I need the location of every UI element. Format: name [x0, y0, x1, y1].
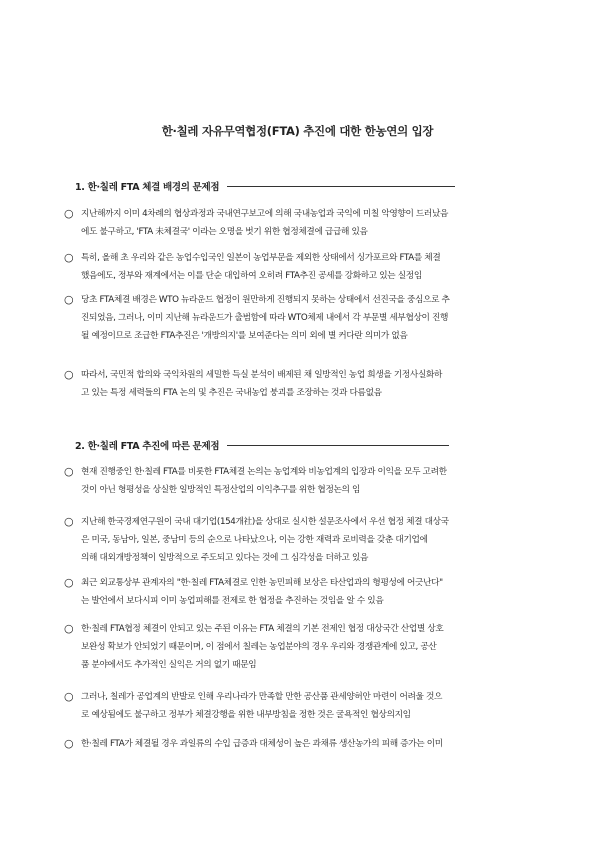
section-1-heading-rule	[227, 186, 455, 187]
paragraph	[81, 291, 536, 345]
bullet-circle-icon: ○	[64, 368, 74, 381]
paragraph-line: 따라서, 국민적 합의와 국익차원의 세밀한 득실 분석이 배제된 채 일방적인 농업 희생을 기정사실화하	[81, 370, 443, 380]
paragraph-line: 했음에도, 정부와 재계에서는 이를 단순 대입하여 오히려 FTA추진 공세를 강화하고 있는 실정임	[81, 271, 422, 281]
section-2-heading-text: 2. 한·칠레 FTA 추진에 따른 문제점	[75, 441, 220, 452]
paragraph-line: 보완성 확보가 안되었기 때문이며, 이 점에서 칠레는 농업분야의 경우 우리와 경쟁관계에 있고, 공산	[81, 642, 437, 652]
paragraph	[81, 513, 536, 567]
paragraph-line: 은 미국, 동남아, 일본, 중남미 등의 순으로 나타났으나, 이는 강한 재력과 로비력을 갖춘 대기업에	[81, 535, 428, 545]
paragraph-line: 당초 FTA체결 배경은 WTO 뉴라운드 협정이 원만하게 진행되지 못하는 상태에서 선진국을 중심으로 추	[81, 295, 450, 305]
paragraph-line: 특히, 올해 초 우리와 같은 농업수입국인 일본이 농업부문을 제외한 상태에서 싱가포르와 FTA를 체결	[81, 253, 441, 263]
paragraph	[81, 574, 536, 610]
paragraph-line: 지난해까지 이미 4차례의 협상과정과 국내연구보고에 의해 국내농업과 국익에 미칠 악영향이 드러났음	[81, 209, 449, 219]
paragraph-line: 품 분야에서도 추가적인 실익은 거의 없기 때문임	[81, 660, 257, 670]
section-2-heading-rule	[227, 445, 449, 446]
paragraph-line: 현재 진행중인 한·칠레 FTA를 비롯한 FTA체결 논의는 농업계와 비농업계의 입장과 이익을 모두 고려한	[81, 467, 447, 477]
bullet-circle-icon: ○	[64, 293, 74, 306]
paragraph-line: 그러나, 칠레가 공업계의 반발로 인해 우리나라가 만족할 만한 공산품 관세양허안 마련이 어려울 것으	[81, 692, 443, 702]
bullet-circle-icon: ○	[64, 622, 74, 635]
page-title: 한·칠레 자유무역협정(FTA) 추진에 대한 한농연의 입장	[161, 124, 434, 138]
bullet-circle-icon: ○	[64, 465, 74, 478]
bullet-circle-icon: ○	[64, 737, 74, 750]
bullet-circle-icon: ○	[64, 515, 74, 528]
paragraph-line: 진되었음, 그러나, 이미 지난해 뉴라운드가 출범함에 따라 WTO체제 내에서 각 부문별 세부협상이 진행	[81, 313, 449, 323]
paragraph-line: 로 예상됨에도 불구하고 정부가 체결강행을 위한 내부방침을 정한 것은 굴욕적인 협상의지임	[81, 710, 411, 720]
paragraph	[81, 205, 536, 241]
bullet-circle-icon: ○	[64, 576, 74, 589]
paragraph-line: 의해 대외개방정책이 일방적으로 주도되고 있다는 것에 그 심각성을 더하고 있음	[81, 553, 369, 563]
section-2-heading	[75, 438, 449, 452]
paragraph	[81, 735, 536, 753]
paragraph	[81, 688, 536, 724]
section-1-heading	[75, 179, 455, 193]
bullet-circle-icon: ○	[64, 690, 74, 703]
section-1-heading-text: 1. 한·칠레 FTA 체결 배경의 문제점	[75, 182, 220, 193]
paragraph	[81, 249, 536, 285]
paragraph-line: 에도 불구하고, 'FTA 未체결국' 이라는 오명을 벗기 위한 협정체결에 급급해 있음	[81, 227, 368, 237]
paragraph-line: 한·칠레 FTA협정 체결이 안되고 있는 주된 이유는 FTA 체결의 기본 전제인 협정 대상국간 산업별 상호	[81, 624, 444, 634]
paragraph-line: 최근 외교통상부 관계자의 "한·칠레 FTA체결로 인한 농민피해 보상은 타산업과의 형평성에 어긋난다"	[81, 578, 443, 588]
paragraph-line: 는 발언에서 보다시피 이미 농업피해를 전제로 한 협정을 추진하는 것임을 알 수 있음	[81, 596, 384, 606]
paragraph-line: 고 있는 특정 세력들의 FTA 논의 및 추진은 국내농업 붕괴를 조장하는 것과 다름없음	[81, 388, 382, 398]
bullet-circle-icon: ○	[64, 251, 74, 264]
paragraph	[81, 620, 536, 674]
paragraph-line: 될 예정이므로 조급한 FTA추진은 '개방의지'를 보여준다는 의미 외에 별 커다란 의미가 없음	[81, 331, 408, 341]
paragraph-line: 것이 아닌 형평성을 상실한 일방적인 특정산업의 이익추구를 위한 협정논의 임	[81, 485, 361, 495]
paragraph-line: 한·칠레 FTA가 체결될 경우 과일류의 수입 급증과 대체성이 높은 과채류 생산농가의 피해 증가는 이미	[81, 739, 443, 749]
paragraph	[81, 463, 536, 499]
paragraph	[81, 366, 536, 402]
paragraph-line: 지난해 한국경제연구원이 국내 대기업(154개社)을 상대로 실시한 설문조사에서 우선 협정 체결 대상국	[81, 517, 449, 527]
bullet-circle-icon: ○	[64, 207, 74, 220]
